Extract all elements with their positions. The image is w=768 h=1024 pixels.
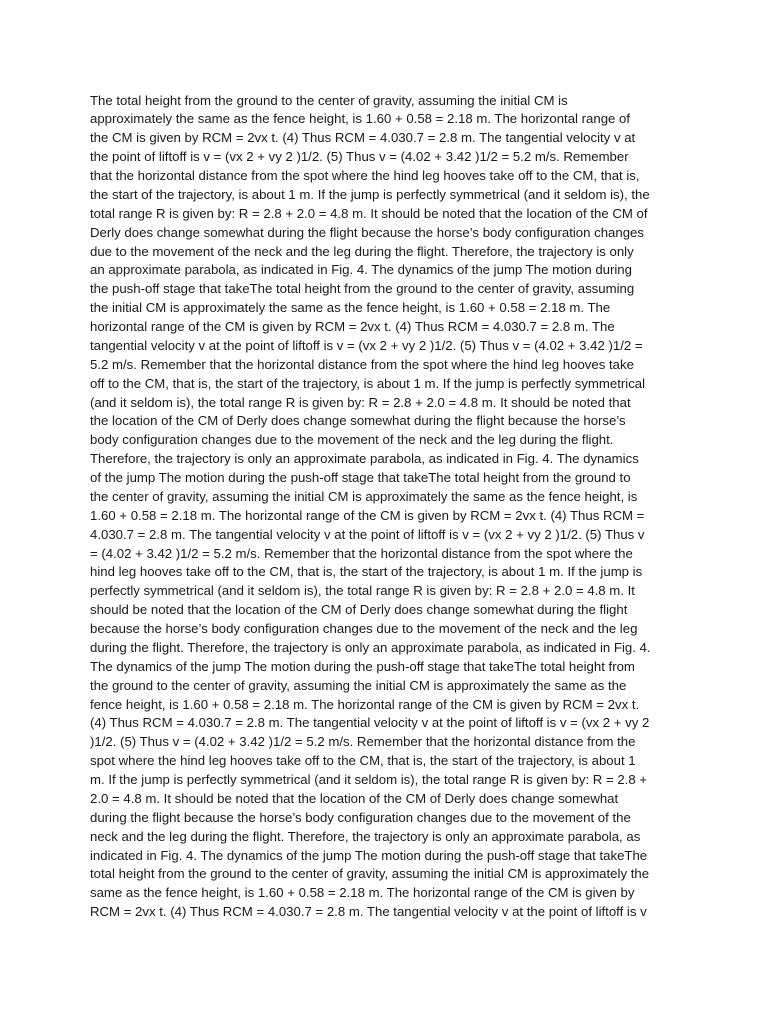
text-line: off to the CM, that is, the start of the trajectory, is about 1 m. If the jump is perfectly symmetrical bbox=[90, 375, 646, 391]
text-line: (and it seldom is), the total range R is given by: R = 2.8 + 2.0 = 4.8 m. It should be noted that bbox=[90, 394, 631, 410]
text-line: an approximate parabola, as indicated in Fig. 4. The dynamics of the jump The motion during bbox=[90, 262, 632, 278]
text-line: The total height from the ground to the center of gravity, assuming the initial CM is bbox=[90, 92, 568, 108]
text-line: 2.0 = 4.8 m. It should be noted that the location of the CM of Derly does change somewhat bbox=[90, 790, 619, 806]
text-line: 5.2 m/s. Remember that the horizontal distance from the spot where the hind leg hooves take bbox=[90, 356, 634, 372]
text-line: 4.030.7 = 2.8 m. The tangential velocity v at the point of liftoff is v = (vx 2 + vy 2 )1/2. (5) Thus v bbox=[90, 526, 645, 542]
text-line: horizontal range of the CM is given by RCM = 2vx t. (4) Thus RCM = 4.030.7 = 2.8 m. The bbox=[90, 319, 615, 334]
text-line: because the horse’s body configuration changes due to the movement of the neck and the leg bbox=[90, 621, 638, 636]
text-line: Derly does change somewhat during the flight because the horse’s body configuration changes bbox=[90, 224, 644, 240]
text-line: same as the fence height, is 1.60 + 0.58 = 2.18 m. The horizontal range of the CM is given by bbox=[90, 885, 635, 901]
text-line: Therefore, the trajectory is only an approximate parabola, as indicated in Fig. 4. The dynamics bbox=[90, 451, 639, 467]
text-line: 1.60 + 0.58 = 2.18 m. The horizontal range of the CM is given by RCM = 2vx t. (4) Thus RCM = bbox=[90, 507, 645, 523]
text-line: the initial CM is approximately the same as the fence height, is 1.60 + 0.58 = 2.18 m. The bbox=[90, 300, 611, 316]
text-line: The dynamics of the jump The motion during the push-off stage that takeThe total height from bbox=[90, 658, 635, 674]
text-line: body configuration changes due to the movement of the neck and the leg during the flight. bbox=[90, 432, 614, 448]
text-line: should be noted that the location of the CM of Derly does change somewhat during the flight bbox=[90, 602, 628, 618]
text-line: )1/2. (5) Thus v = (4.02 + 3.42 )1/2 = 5.2 m/s. Remember that the horizontal distance from the bbox=[90, 734, 636, 750]
text-line: approximately the same as the fence height, is 1.60 + 0.58 = 2.18 m. The horizontal range of bbox=[90, 111, 631, 127]
text-line: that the horizontal distance from the spot where the hind leg hooves take off to the CM, that is, bbox=[90, 168, 640, 183]
text-line: due to the movement of the neck and the leg during the flight. Therefore, the trajectory is only bbox=[90, 243, 634, 259]
text-line: perfectly symmetrical (and it seldom is), the total range R is given by: R = 2.8 + 2.0 = 4.8 m. It bbox=[90, 583, 635, 599]
text-line: tangential velocity v at the point of liftoff is v = (vx 2 + vy 2 )1/2. (5) Thus v = (4.02 + 3.42 )1/2 = bbox=[90, 337, 643, 353]
text-line: the CM is given by RCM = 2vx t. (4) Thus RCM = 4.030.7 = 2.8 m. The tangential velocity v at bbox=[90, 130, 636, 146]
text-line: during the flight. Therefore, the trajectory is only an approximate parabola, as indicated in Fig. 4. bbox=[90, 639, 651, 655]
text-line: the center of gravity, assuming the initial CM is approximately the same as the fence height, is bbox=[90, 488, 638, 504]
text-line: of the jump The motion during the push-off stage that takeThe total height from the ground to bbox=[90, 470, 631, 485]
text-line: during the flight because the horse’s body configuration changes due to the movement of the bbox=[90, 809, 631, 825]
text-line: the push-off stage that takeThe total height from the ground to the center of gravity, assuming bbox=[90, 281, 635, 297]
text-line: the start of the trajectory, is about 1 m. If the jump is perfectly symmetrical (and it seldom is), the bbox=[90, 186, 650, 202]
text-line: the location of the CM of Derly does change somewhat during the flight because the horse’s bbox=[90, 413, 626, 429]
text-line: spot where the hind leg hooves take off to the CM, that is, the start of the trajectory, is about 1 bbox=[90, 753, 636, 769]
text-line: neck and the leg during the flight. Therefore, the trajectory is only an approximate parabola, as bbox=[90, 828, 641, 844]
text-line: (4) Thus RCM = 4.030.7 = 2.8 m. The tangential velocity v at the point of liftoff is v = (vx 2 + vy 2 bbox=[90, 715, 650, 731]
text-line: the point of liftoff is v = (vx 2 + vy 2 )1/2. (5) Thus v = (4.02 + 3.42 )1/2 = 5.2 m/s. Remember bbox=[90, 149, 629, 165]
text-line: the ground to the center of gravity, assuming the initial CM is approximately the same as the bbox=[90, 677, 627, 693]
text-line: total height from the ground to the center of gravity, assuming the initial CM is approximately the bbox=[90, 866, 650, 882]
text-line: m. If the jump is perfectly symmetrical (and it seldom is), the total range R is given by: R = 2.8 + bbox=[90, 772, 648, 787]
text-line: RCM = 2vx t. (4) Thus RCM = 4.030.7 = 2.8 m. The tangential velocity v at the point of liftoff is v bbox=[90, 904, 647, 920]
text-line: fence height, is 1.60 + 0.58 = 2.18 m. The horizontal range of the CM is given by RCM = 2vx t. bbox=[90, 696, 640, 712]
text-line: total range R is given by: R = 2.8 + 2.0 = 4.8 m. It should be noted that the location of the CM of bbox=[90, 205, 648, 221]
text-line: indicated in Fig. 4. The dynamics of the jump The motion during the push-off stage that takeThe bbox=[90, 847, 648, 863]
body-paragraph bbox=[90, 92, 678, 923]
text-line: = (4.02 + 3.42 )1/2 = 5.2 m/s. Remember that the horizontal distance from the spot where the bbox=[90, 545, 633, 561]
text-line: hind leg hooves take off to the CM, that is, the start of the trajectory, is about 1 m. If the jump is bbox=[90, 564, 643, 580]
